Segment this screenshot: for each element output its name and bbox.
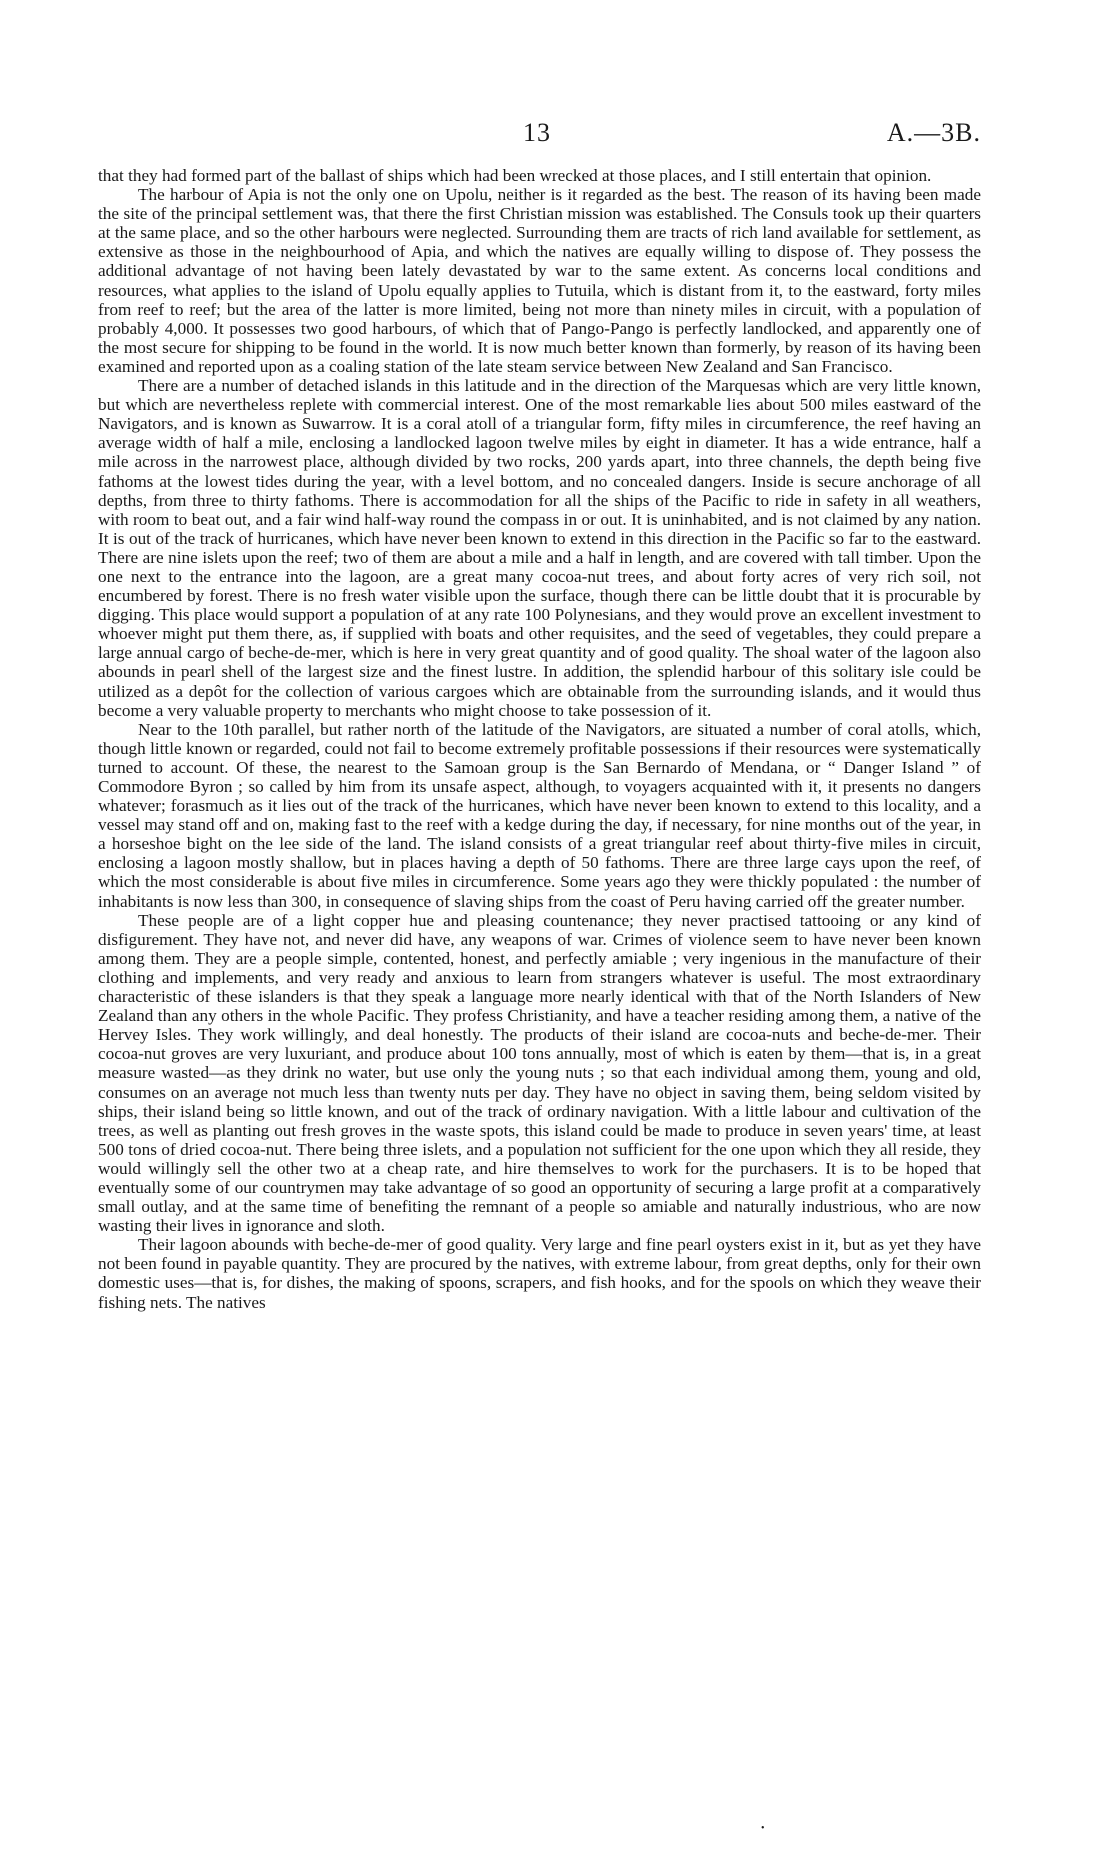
paragraph: The harbour of Apia is not the only one on Upolu, neither is it regarded as the best. The reason of its having been made the site of the principal settlement was, that there the first Christian mission was established. The Consuls took up their quarters at the same place, and so the other harbours were neglected. Surrounding them are tracts of rich land available for settlement, as extensive as those in the neighbourhood of Apia, and which the natives are equally willing to dispose of. They possess the additional advantage of not having been lately devastated by war to the same extent. As concerns local conditions and resources, what applies to the island of Upolu equally applies to Tutuila, which is distant from it, to the eastward, forty miles from reef to reef; but the area of the latter is more limited, being not more than ninety miles in circuit, with a population of probably 4,000. It possesses two good harbours, of which that of Pango-Pango is perfectly landlocked, and apparently one of the most secure for shipping to be found in the world. It is now much better known than formerly, by reason of its having been examined and reported upon as a coaling station of the late steam service between New Zealand and San Francisco. (98, 185, 981, 376)
paragraph: These people are of a light copper hue and pleasing countenance; they never practised tattooing or any kind of disfigurement. They have not, and never did have, any weapons of war. Crimes of violence seem to have never been known among them. They are a people simple, contented, honest, and perfectly amiable ; very ingenious in the manufacture of their clothing and implements, and very ready and anxious to learn from strangers whatever is useful. The most extraordinary characteristic of these islanders is that they speak a language more nearly identical with that of the North Islanders of New Zealand than any others in the whole Pacific. They profess Christianity, and have a teacher residing among them, a native of the Hervey Isles. They work willingly, and deal honestly. The products of their island are cocoa-nuts and beche-de-mer. Their cocoa-nut groves are very luxuriant, and produce about 100 tons annually, most of which is eaten by them—that is, in a great measure wasted—as they drink no water, but use only the young nuts ; so that each individual among them, young and old, consumes on an average not much less than twenty nuts per day. They have no object in saving them, being seldom visited by ships, their island being so little known, and out of the track of ordinary navigation. With a little labour and cultivation of the trees, as well as planting out fresh groves in the waste spots, this island could be made to produce in seven years' time, at least 500 tons of dried cocoa-nut. There being three islets, and a population not sufficient for the one upon which they all reside, they would willingly sell the other two at a cheap rate, and hire themselves to work for the purchasers. It is to be hoped that eventually some of our countrymen may take advantage of so good an opportunity of securing a large profit at a comparatively small outlay, and at the same time of benefiting the remnant of a people so amiable and naturally industrious, who are now wasting their lives in ignorance and sloth. (98, 910, 981, 1236)
page-header (0, 118, 1114, 158)
document-reference: A.—3B. (886, 118, 981, 147)
page-number: 13 (523, 118, 551, 147)
paragraph: that they had formed part of the ballast of ships which had been wrecked at those places, and I still entertain that opinion. (98, 166, 932, 185)
body-text (98, 166, 981, 1312)
paragraph: There are a number of detached islands in this latitude and in the direction of the Marquesas which are very little known, but which are nevertheless replete with commercial interest. One of the most remarkable lies about 500 miles eastward of the Navigators, and is known as Suwarrow. It is a coral atoll of a triangular form, fifty miles in circumference, the reef having an average width of half a mile, enclosing a landlocked lagoon twelve miles by eight in diameter. It has a wide entrance, half a mile across in the narrowest place, although divided by two rocks, 200 yards apart, into three channels, the depth being five fathoms at the lowest tides during the year, with a level bottom, and no concealed dangers. Inside is secure anchorage of all depths, from three to thirty fathoms. There is accommodation for all the ships of the Pacific to ride in safety in all weathers, with room to beat out, and a fair wind half-way round the compass in or out. It is uninhabited, and is not claimed by any nation. It is out of the track of hurricanes, which have never been known to extend in this direction in the Pacific so far to the eastward. There are nine islets upon the reef; two of them are about a mile and a half in length, and are covered with tall timber. Upon the one next to the entrance into the lagoon, are a great many cocoa-nut trees, and about forty acres of very rich soil, not encumbered by forest. There is no fresh water visible upon the surface, though there can be little doubt that it is procurable by digging. This place would support a population of at any rate 100 Polynesians, and they would prove an excellent investment to whoever might put them there, as, if supplied with boats and other requisites, and the seed of vegetables, they could prepare a large annual cargo of beche-de-mer, which is here in very great quantity and of good quality. The shoal water of the lagoon also abounds in pearl shell of the largest size and the finest lustre. In addition, the splendid harbour of this solitary isle could be utilized as a depôt for the collection of various cargoes which are obtainable from the surrounding islands, and it would thus become a very valuable property to merchants who might choose to take possession of it. (98, 376, 981, 720)
paragraph: Their lagoon abounds with beche-de-mer of good quality. Very large and fine pearl oysters exist in it, but as yet they have not been found in payable quantity. They are procured by the natives, with extreme labour, from great depths, only for their own domestic uses—that is, for dishes, the making of spoons, scrapers, and fish hooks, and for the spools on which they weave their fishing nets. The natives (98, 1235, 981, 1312)
ink-mark: • (761, 1823, 765, 1834)
paragraph: Near to the 10th parallel, but rather north of the latitude of the Navigators, are situated a number of coral atolls, which, though little known or regarded, could not fail to become extremely profitable possessions if their resources were systematically turned to account. Of these, the nearest to the Samoan group is the San Bernardo of Mendana, or “ Danger Island ” of Commodore Byron ; so called by him from its unsafe aspect, although, to voyagers acquainted with it, it presents no dangers whatever; forasmuch as it lies out of the track of the hurricanes, which have never been known to extend to this locality, and a vessel may stand off and on, making fast to the reef with a kedge during the day, if necessary, for nine months out of the year, in a horseshoe bight on the lee side of the land. The island consists of a great triangular reef about thirty-five miles in circuit, enclosing a lagoon mostly shallow, but in places having a depth of 50 fathoms. There are three large cays upon the reef, of which the most considerable is about five miles in circumference. Some years ago they were thickly populated : the number of inhabitants is now less than 300, in consequence of slaving ships from the coast of Peru having carried off the greater number. (98, 719, 981, 911)
